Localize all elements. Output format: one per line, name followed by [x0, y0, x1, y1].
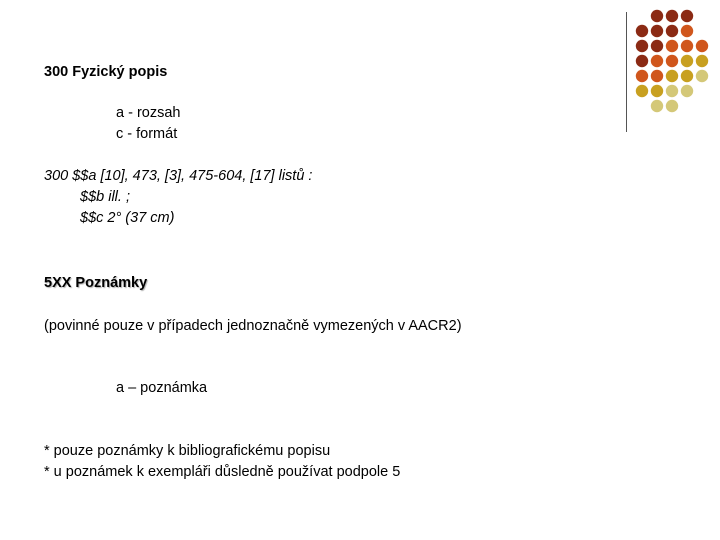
decor-dot — [666, 85, 678, 97]
bullet-bibliographic-notes: * pouze poznámky k bibliografickému popisu — [44, 443, 331, 459]
heading-5xx: 5XX Poznámky — [44, 275, 148, 291]
decor-dot — [666, 40, 678, 52]
decor-dot — [666, 55, 678, 67]
decor-dot — [636, 40, 648, 52]
example-300-line-2: $$b ill. ; — [80, 189, 130, 205]
decor-dot-grid — [620, 6, 720, 136]
example-300-line-3: $$c 2° (37 cm) — [80, 210, 175, 226]
decor-dot — [651, 55, 663, 67]
decor-dot — [636, 25, 648, 37]
decor-dot — [636, 55, 648, 67]
decor-dot — [696, 40, 708, 52]
subfield-a-poznamka: a – poznámka — [116, 380, 208, 396]
note-aacr2: (povinné pouze v případech jednoznačně vymezených v AACR2) — [44, 318, 462, 334]
decor-dot — [681, 40, 693, 52]
decor-dot — [651, 25, 663, 37]
decor-dot — [666, 10, 678, 22]
example-300-line-1: 300 $$a [10], 473, [3], 475-604, [17] listů : — [44, 168, 313, 184]
subfield-a-rozsah: a - rozsah — [116, 105, 181, 121]
decor-dot — [636, 85, 648, 97]
decor-dot — [666, 25, 678, 37]
decor-dot — [666, 70, 678, 82]
decor-dot — [681, 55, 693, 67]
decor-dot — [681, 10, 693, 22]
decor-dot — [636, 70, 648, 82]
decor-dot — [681, 70, 693, 82]
decor-dot — [696, 55, 708, 67]
heading-300: 300 Fyzický popis — [44, 64, 168, 80]
bullet-copy-notes: * u poznámek k exempláři důsledně používat podpole 5 — [44, 464, 401, 480]
decor-dot — [651, 100, 663, 112]
decor-dot — [681, 85, 693, 97]
subfield-c-format: c - formát — [116, 126, 178, 142]
decor-dot — [681, 25, 693, 37]
decor-dot — [651, 85, 663, 97]
decor-dot — [651, 40, 663, 52]
decor-dot — [666, 100, 678, 112]
decor-dot — [696, 70, 708, 82]
decor-dot — [651, 10, 663, 22]
decor-dot — [651, 70, 663, 82]
